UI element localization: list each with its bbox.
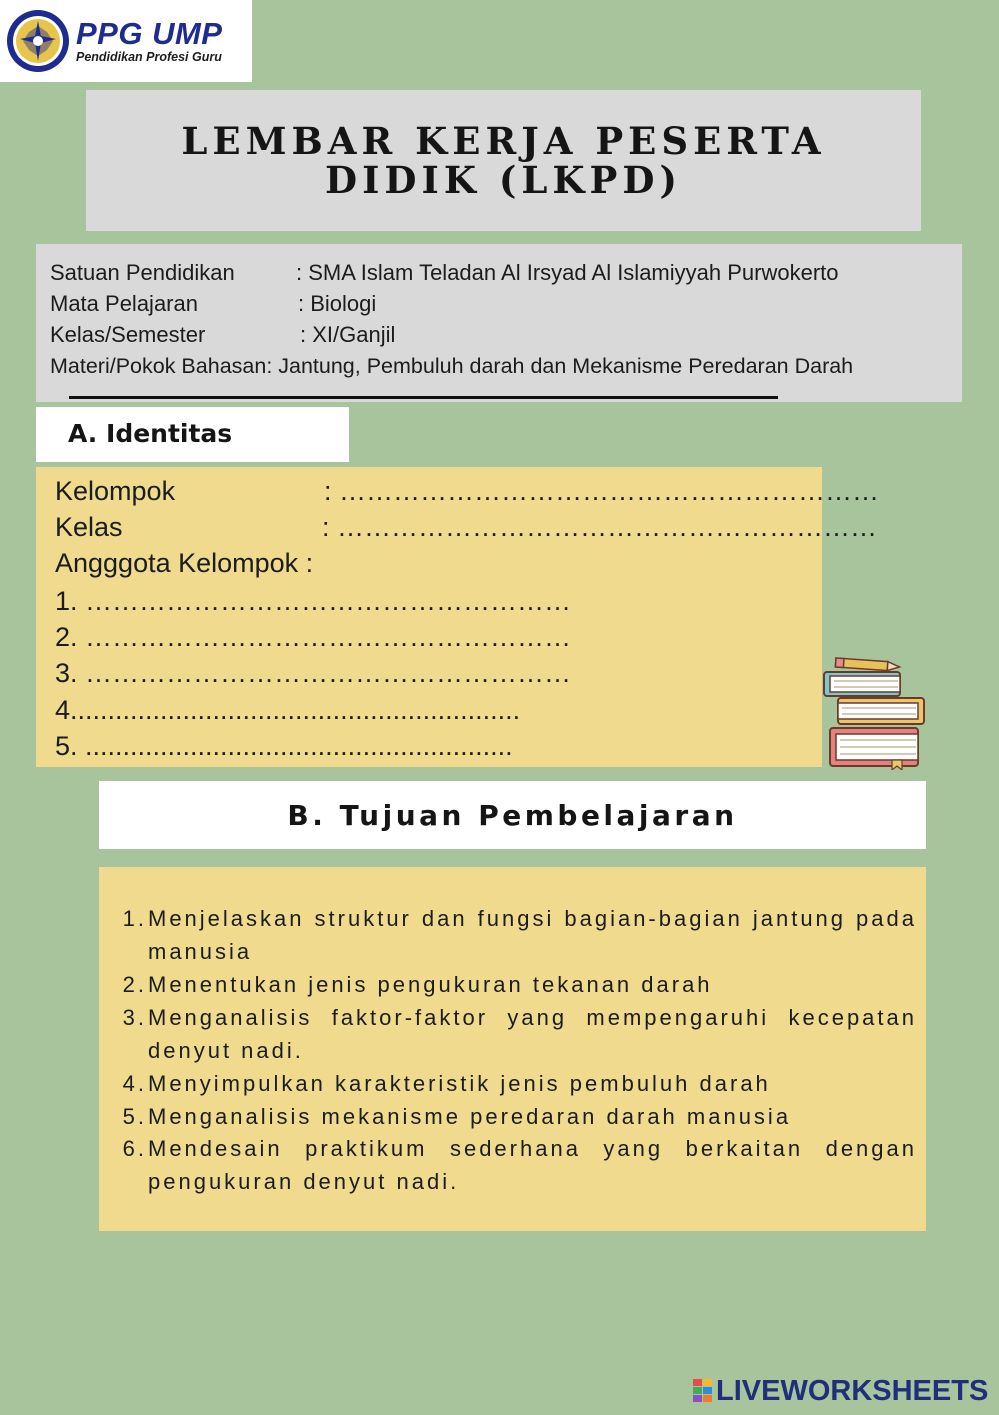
section-b-header: [99, 781, 926, 849]
kelas-row: [55, 511, 877, 543]
ppg-ump-logo: [0, 0, 252, 82]
live-blocks-icon: [692, 1378, 714, 1404]
info-row-kelas: [50, 322, 395, 348]
member-field-5[interactable]: 5. .........................................................: [55, 731, 513, 761]
member-field-4[interactable]: 4............................................................: [55, 695, 521, 725]
kelompok-field[interactable]: : ……………………………………………………: [324, 476, 880, 506]
goal-text: Menyimpulkan karakteristik jenis pembuluh darah: [148, 1071, 771, 1096]
info-label: Mata Pelajaran: [50, 291, 198, 316]
info-value: : Biologi: [298, 291, 377, 316]
goal-item: [117, 1132, 917, 1198]
info-value: : XI/Ganjil: [300, 322, 396, 347]
goal-text: Menganalisis faktor-faktor yang mempengaruhi kecepatan denyut nadi.: [148, 1005, 917, 1063]
goal-item: [117, 1001, 917, 1067]
identity-panel: [36, 467, 880, 767]
info-panel: [36, 244, 962, 402]
liveworksheets-logo[interactable]: [692, 1374, 988, 1408]
goal-number: 3.: [122, 1005, 147, 1030]
info-row-materi: [50, 353, 853, 379]
info-row-satuan: [50, 260, 839, 286]
goal-text: Menganalisis mekanisme peredaran darah manusia: [148, 1104, 792, 1129]
section-a-header: [36, 407, 349, 462]
info-label: Materi/Pokok Bahasan: [50, 354, 267, 378]
goal-item: [117, 1100, 917, 1133]
member-field-3[interactable]: 3. ………………………………………………: [55, 658, 572, 688]
kelompok-row: [55, 475, 879, 507]
divider-line: [69, 396, 778, 399]
info-value: : Jantung, Pembuluh darah dan Mekanisme Peredaran Darah: [266, 354, 854, 378]
goal-text: Mendesain praktikum sederhana yang berkaitan dengan pengukuran denyut nadi.: [148, 1136, 917, 1194]
info-label: Satuan Pendidikan: [50, 260, 235, 285]
goal-item: [117, 1067, 917, 1100]
logo-subtitle: Pendidikan Profesi Guru: [76, 49, 222, 64]
goal-item: [117, 902, 917, 968]
info-value: : SMA Islam Teladan Al Irsyad Al Islamiyyah Purwokerto: [296, 260, 839, 285]
page-title: LEMBAR KERJA PESERTA DIDIK (LKPD): [181, 118, 826, 202]
goal-number: 1.: [122, 906, 147, 931]
member-field-1[interactable]: 1. ………………………………………………: [55, 586, 572, 616]
books-pencil-icon: [818, 656, 930, 770]
goal-text: Menentukan jenis pengukuran tekanan darah: [148, 972, 713, 997]
section-a-title: A. Identitas: [68, 419, 233, 448]
member-field-2[interactable]: 2. ………………………………………………: [55, 622, 572, 652]
anggota-label: Angggota Kelompok :: [55, 548, 314, 578]
info-label: Kelas/Semester: [50, 322, 206, 347]
goal-item: [117, 968, 917, 1001]
kelompok-label: Kelompok: [55, 476, 176, 506]
kelas-label: Kelas: [55, 512, 123, 542]
goal-number: 2.: [122, 972, 147, 997]
logo-title: PPG UMP: [76, 15, 223, 51]
university-seal-icon: [6, 9, 70, 73]
goal-number: 6.: [122, 1136, 147, 1161]
brand-name: LIVEWORKSHEETS: [716, 1374, 989, 1407]
goal-number: 5.: [122, 1104, 147, 1129]
goal-number: 4.: [122, 1071, 147, 1096]
section-b-title: B. Tujuan Pembelajaran: [287, 798, 738, 832]
goal-text: Menjelaskan struktur dan fungsi bagian-bagian jantung pada manusia: [148, 906, 917, 964]
info-row-mapel: [50, 291, 376, 317]
kelas-field[interactable]: : ……………………………………………………: [322, 512, 878, 542]
title-panel: [86, 90, 921, 231]
learning-goals-panel: [99, 867, 926, 1231]
